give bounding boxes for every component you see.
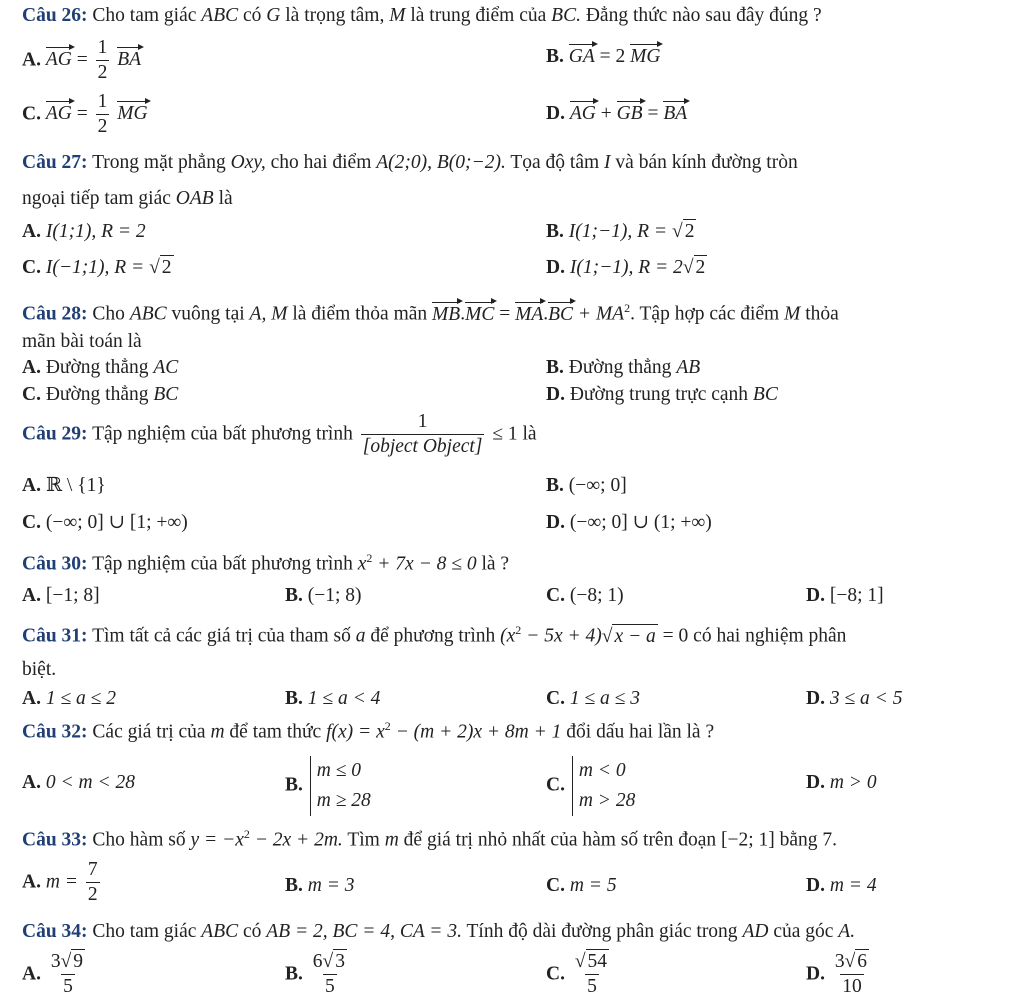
question-29-option-d[interactable] <box>546 513 712 533</box>
question-33-option-b[interactable] <box>285 876 355 896</box>
option-label: B. <box>285 688 303 709</box>
math: 1 ≤ a ≤ 3 <box>569 688 640 709</box>
math: − 5x + 4) <box>526 625 602 647</box>
fraction <box>833 952 871 998</box>
math: M <box>389 5 406 26</box>
vector: BC <box>548 303 574 325</box>
text: và bán kính đường tròn <box>615 152 798 173</box>
option-label: A. <box>22 688 41 709</box>
option-label: D. <box>806 963 825 985</box>
text: là điểm thỏa mãn <box>292 303 428 325</box>
option-label: B. <box>285 963 303 985</box>
math: m = <box>45 871 78 893</box>
math: M <box>784 303 801 325</box>
text: vuông tại <box>171 303 245 325</box>
question-26-stem <box>22 6 822 26</box>
question-27-option-c[interactable] <box>22 258 174 278</box>
option-label: A. <box>22 357 41 378</box>
math: I(1;−1), R = 2 <box>569 257 683 278</box>
question-33-stem <box>22 828 837 850</box>
denominator: 2 <box>97 62 108 84</box>
vector: GB <box>616 103 643 124</box>
vector: MB <box>432 303 461 325</box>
math: y = −x <box>190 829 244 851</box>
vector: MG <box>117 103 148 125</box>
superscript: 2 <box>366 551 373 565</box>
text: đổi dấu hai lần là ? <box>566 721 715 743</box>
vector: AG <box>45 49 72 71</box>
question-31-option-c[interactable] <box>546 689 640 709</box>
denominator: 5 <box>63 976 73 998</box>
fraction <box>96 38 110 84</box>
math: m > 0 <box>829 772 877 793</box>
text: Tính độ dài đường phân giác trong <box>466 921 738 942</box>
text: là <box>522 423 537 445</box>
math: . <box>460 303 466 325</box>
fraction <box>96 92 110 138</box>
text: Cho tam giác <box>92 5 197 26</box>
math: ABC <box>201 921 239 942</box>
radicand: x − a <box>614 625 656 647</box>
text: để phương trình <box>370 625 496 647</box>
option-label: C. <box>546 774 565 796</box>
fraction <box>49 952 87 998</box>
sqrt: √ 2 <box>149 257 172 278</box>
text: mãn bài toán là <box>22 331 142 352</box>
question-33-option-c[interactable] <box>546 876 617 896</box>
math: = 0 <box>662 625 689 647</box>
math: = <box>76 103 88 125</box>
question-33-option-d[interactable] <box>806 876 877 896</box>
math: BC <box>153 384 179 405</box>
fraction <box>311 952 349 998</box>
fraction <box>86 860 100 906</box>
option-label: C. <box>22 103 41 125</box>
text: là <box>218 188 233 209</box>
math: I <box>604 152 611 173</box>
text: Tọa độ tâm <box>510 152 600 173</box>
text: thỏa <box>805 303 839 325</box>
radicand: 3 <box>335 951 345 972</box>
option-label: D. <box>806 688 825 709</box>
option-label: B. <box>546 46 564 67</box>
option-label: C. <box>22 384 41 405</box>
vector: MG <box>630 46 661 67</box>
math: BC <box>752 384 778 405</box>
denominator: [object Object] <box>362 436 483 458</box>
option-label: D. <box>546 384 565 405</box>
question-32-option-a[interactable] <box>22 773 135 793</box>
numerator: 1 <box>97 91 108 112</box>
question-34-option-d[interactable] <box>806 952 874 998</box>
text: Đường thẳng <box>568 357 672 378</box>
math: = <box>647 103 659 124</box>
question-34-option-a[interactable] <box>22 952 90 998</box>
math: ABC <box>201 5 239 26</box>
question-number: Câu 31: <box>22 625 88 647</box>
question-30-option-c[interactable] <box>546 586 624 606</box>
question-31-stem <box>22 624 846 646</box>
text: là trọng tâm, <box>285 5 385 26</box>
math: = 2 <box>599 46 626 67</box>
math: (−1; 8) <box>307 585 362 606</box>
math: M <box>271 303 288 325</box>
fraction <box>361 412 485 458</box>
text: Đường trung trực cạnh <box>569 384 749 405</box>
text: Cho tam giác <box>92 921 197 942</box>
question-30-option-b[interactable] <box>285 586 362 606</box>
math: m < 0 <box>578 760 626 781</box>
numerator: 1 <box>97 37 108 58</box>
math: . <box>543 303 549 325</box>
text: Cho hàm số <box>92 829 186 851</box>
math: A, <box>249 303 267 325</box>
text: Trong mặt phẳng <box>92 152 226 173</box>
option-label: A. <box>22 772 41 793</box>
vector: GA <box>568 46 595 67</box>
question-27-option-b[interactable] <box>546 222 696 242</box>
system-bracket <box>572 756 636 816</box>
math: m = 5 <box>569 875 617 896</box>
radicand: 54 <box>587 951 608 972</box>
radicand: 2 <box>684 221 695 242</box>
question-29-option-b[interactable] <box>546 476 627 496</box>
denominator: 5 <box>587 976 597 998</box>
option-label: B. <box>285 774 303 796</box>
question-28-option-b[interactable] <box>546 358 700 378</box>
question-33-option-a[interactable] <box>22 860 103 906</box>
math: OAB <box>175 188 214 209</box>
numerator: 1 <box>417 411 428 432</box>
question-26-option-c[interactable] <box>22 92 148 138</box>
question-32-stem <box>22 720 714 742</box>
vector: AG <box>45 103 72 125</box>
sqrt: √ 9 <box>60 951 84 972</box>
question-28-stem-line2 <box>22 332 142 352</box>
question-26-option-d[interactable] <box>546 104 687 124</box>
math: + 7x − 8 ≤ 0 <box>377 553 477 575</box>
option-label: A. <box>22 963 41 985</box>
text: Tập nghiệm của bất phương trình <box>92 423 353 445</box>
text: có hai nghiệm phân <box>693 625 847 647</box>
question-28-option-d[interactable] <box>546 385 778 405</box>
math: f(x) = x <box>326 721 385 743</box>
option-label: D. <box>806 875 825 896</box>
option-label: B. <box>546 475 564 496</box>
coefficient: 6 <box>312 951 323 972</box>
math: BC. <box>551 5 581 26</box>
text: là ? <box>481 553 510 575</box>
question-27-stem <box>22 153 798 173</box>
math: m ≤ 0 <box>316 760 362 781</box>
radicand: 6 <box>857 951 868 972</box>
math: m = 3 <box>307 875 355 896</box>
system-bracket <box>310 756 371 816</box>
denominator: 2 <box>87 884 98 906</box>
option-label: D. <box>546 103 565 124</box>
text: có <box>243 5 262 26</box>
option-label: C. <box>22 257 41 278</box>
math: A(2;0), B(0;−2). <box>376 152 506 173</box>
math: m = 4 <box>829 875 877 896</box>
math: m <box>384 829 399 851</box>
sqrt: √ 2 <box>671 221 695 242</box>
text: Đường thẳng <box>45 384 149 405</box>
superscript: 2 <box>624 301 631 315</box>
vector: BA <box>663 103 688 124</box>
question-29-stem <box>22 412 537 458</box>
option-label: A. <box>22 585 41 606</box>
math: ≤ 1 <box>492 423 518 445</box>
text: Cho <box>92 303 125 325</box>
text: bằng 7. <box>779 829 838 851</box>
question-27-stem-line2 <box>22 189 233 209</box>
math: (−8; 1) <box>569 585 624 606</box>
math: AB = 2, BC = 4, CA = 3. <box>266 921 462 942</box>
math: AC <box>153 357 179 378</box>
option-label: B. <box>285 585 303 606</box>
math: + MA <box>577 303 625 325</box>
math: m > 28 <box>578 790 636 812</box>
radicand: 2 <box>161 257 172 278</box>
question-28-option-a[interactable] <box>22 358 178 378</box>
math: ℝ \ {1} <box>45 475 106 496</box>
text: biệt. <box>22 659 57 680</box>
denominator: 10 <box>842 976 862 998</box>
option-label: D. <box>546 512 565 533</box>
text: là trung điểm của <box>410 5 547 26</box>
option-label: D. <box>806 585 825 606</box>
option-label: C. <box>22 512 41 533</box>
question-number: Câu 34: <box>22 921 88 942</box>
superscript: 2 <box>515 623 522 637</box>
question-31-option-b[interactable] <box>285 689 380 709</box>
vector: MA <box>515 303 544 325</box>
math: m <box>210 721 225 743</box>
question-31-stem-line2 <box>22 660 56 680</box>
text: của góc <box>773 921 834 942</box>
math: a <box>355 625 366 647</box>
question-number: Câu 27: <box>22 152 88 173</box>
sqrt: √ 6 <box>844 951 868 972</box>
question-26-option-b[interactable] <box>546 47 660 67</box>
superscript: 2 <box>243 827 250 841</box>
math: m ≥ 28 <box>316 790 371 812</box>
text: ngoại tiếp tam giác <box>22 188 171 209</box>
math: (−∞; 0] ∪ [1; +∞) <box>45 512 188 533</box>
question-34-option-b[interactable] <box>285 952 352 998</box>
question-27-option-d[interactable] <box>546 258 707 278</box>
sqrt: √ 3 <box>322 951 345 972</box>
math: (x <box>500 625 516 647</box>
fraction <box>573 952 611 998</box>
option-label: A. <box>22 221 41 242</box>
math: I(−1;1), R = <box>45 257 145 278</box>
option-label: C. <box>546 963 565 985</box>
question-number: Câu 30: <box>22 553 88 575</box>
radicand: 2 <box>695 257 706 278</box>
math: I(1;−1), R = <box>568 221 668 242</box>
text: có <box>243 921 262 942</box>
denominator: 2 <box>97 116 108 138</box>
question-30-option-a[interactable] <box>22 586 100 606</box>
text: Tập nghiệm của bất phương trình <box>92 553 353 575</box>
question-28-option-c[interactable] <box>22 385 178 405</box>
math: 0 < m < 28 <box>45 772 135 793</box>
radicand: 9 <box>73 951 84 972</box>
text: . Tập hợp các điểm <box>630 303 780 325</box>
math: 1 ≤ a ≤ 2 <box>45 688 116 709</box>
text: cho hai điểm <box>270 152 372 173</box>
question-29-option-a[interactable] <box>22 476 106 496</box>
option-label: A. <box>22 475 41 496</box>
math: [−1; 8] <box>45 585 100 606</box>
question-32-option-b[interactable] <box>285 756 371 816</box>
text: Tìm <box>347 829 380 851</box>
text: để giá trị nhỏ nhất của hàm số trên đoạn <box>403 829 717 851</box>
question-28-stem <box>22 302 839 324</box>
question-30-option-d[interactable] <box>806 586 884 606</box>
math: = <box>76 49 88 71</box>
question-30-stem <box>22 552 509 574</box>
question-number: Câu 33: <box>22 829 88 851</box>
question-27-option-a[interactable] <box>22 222 146 242</box>
question-number: Câu 29: <box>22 423 88 445</box>
question-34-stem <box>22 922 855 942</box>
denominator: 5 <box>324 976 335 998</box>
question-number: Câu 26: <box>22 5 88 26</box>
vector: BA <box>117 49 142 71</box>
vector: AG <box>569 103 596 124</box>
math: 1 ≤ a < 4 <box>307 688 381 709</box>
math: Oxy, <box>230 152 266 173</box>
math: = <box>499 303 511 325</box>
math: (−∞; 0] ∪ (1; +∞) <box>569 512 712 533</box>
option-label: A. <box>22 871 41 893</box>
question-34-option-c[interactable] <box>546 952 614 998</box>
option-label: A. <box>22 49 41 71</box>
vector: MC <box>465 303 495 325</box>
option-label: B. <box>546 221 564 242</box>
option-label: B. <box>546 357 564 378</box>
text: để tam thức <box>229 721 322 743</box>
option-label: B. <box>285 875 303 896</box>
text: Đẳng thức nào sau đây đúng ? <box>585 5 822 26</box>
coefficient: 3 <box>50 951 61 972</box>
sqrt: √ 2 <box>682 257 706 278</box>
math: 3 ≤ a < 5 <box>829 688 903 709</box>
math: G <box>266 5 281 26</box>
superscript: 2 <box>384 719 391 733</box>
coefficient: 3 <box>834 951 845 972</box>
option-label: C. <box>546 875 565 896</box>
math: − 2x + 2m. <box>254 829 343 851</box>
math: ABC <box>129 303 167 325</box>
question-29-option-c[interactable] <box>22 513 188 533</box>
math: I(1;1), R = 2 <box>45 221 146 242</box>
math: x <box>357 553 367 575</box>
text: Tìm tất cả các giá trị của tham số <box>92 625 351 647</box>
option-label: C. <box>546 585 565 606</box>
question-32-option-d[interactable] <box>806 773 877 793</box>
math: AD <box>742 921 769 942</box>
math: [−2; 1] <box>721 829 775 851</box>
math: AB <box>676 357 701 378</box>
question-31-option-a[interactable] <box>22 689 116 709</box>
text: Đường thẳng <box>45 357 149 378</box>
option-label: D. <box>546 257 565 278</box>
option-label: D. <box>806 772 825 793</box>
math: [−8; 1] <box>829 585 884 606</box>
math: − (m + 2)x + 8m + 1 <box>395 721 562 743</box>
sqrt: √ 54 <box>574 951 608 972</box>
option-label: C. <box>546 688 565 709</box>
question-number: Câu 28: <box>22 303 88 325</box>
sqrt: √ x − a <box>601 625 656 647</box>
question-32-option-c[interactable] <box>546 756 635 816</box>
math: (−∞; 0] <box>568 475 627 496</box>
question-number: Câu 32: <box>22 721 88 743</box>
math: + <box>600 103 612 124</box>
numerator: 7 <box>87 859 98 880</box>
math: A. <box>838 921 856 942</box>
question-31-option-d[interactable] <box>806 689 902 709</box>
question-26-option-a[interactable] <box>22 38 141 84</box>
text: Các giá trị của <box>92 721 206 743</box>
